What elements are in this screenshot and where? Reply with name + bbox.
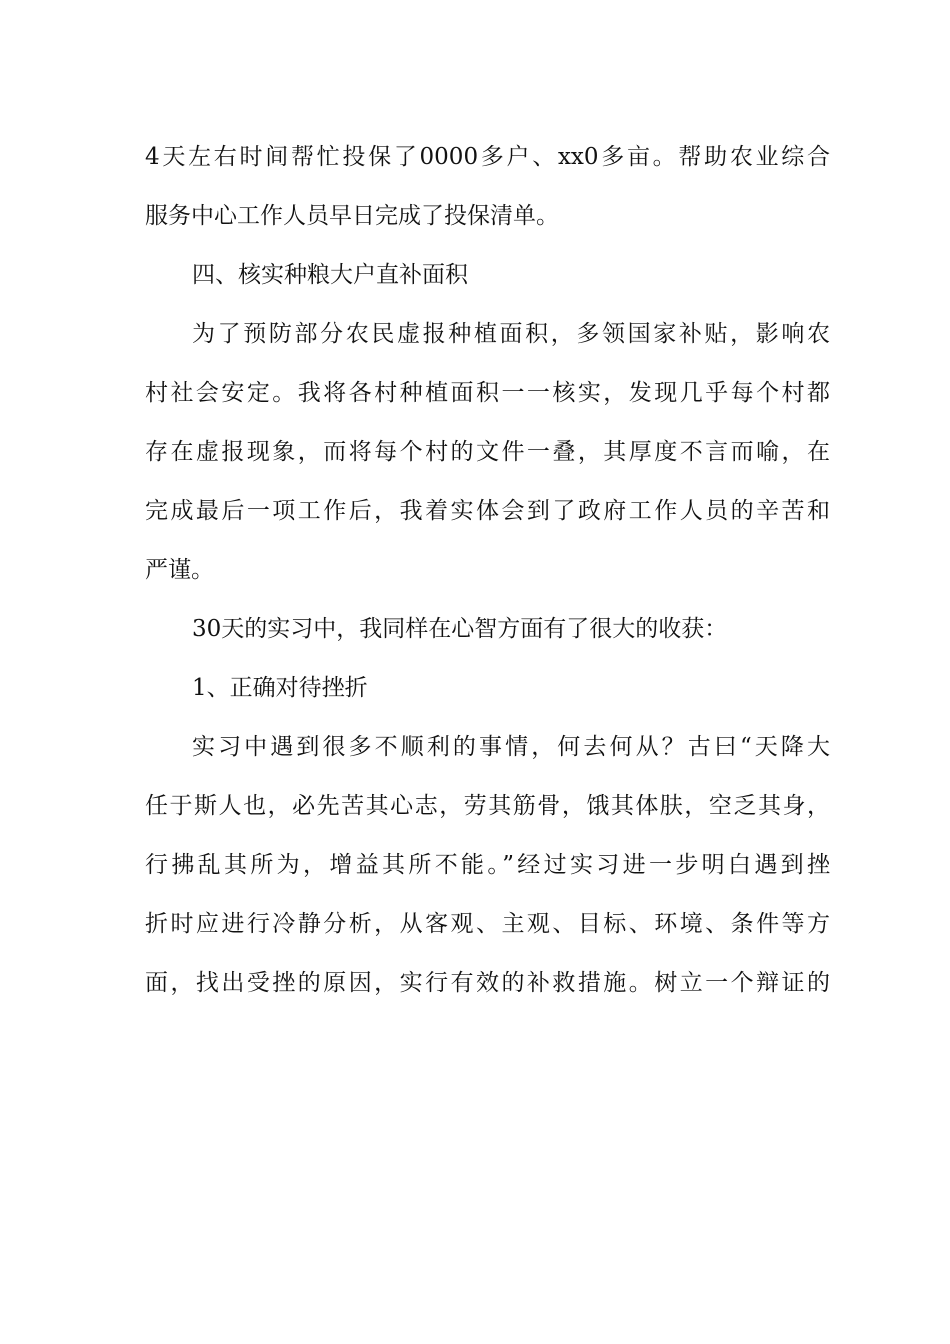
text-line-1: 4天左右时间帮忙投保了0000多户、xx0多亩。帮助农业综合 (145, 144, 830, 170)
text-line-2: 服务中心工作人员早日完成了投保清单。 (145, 203, 559, 229)
text-line-7: 完成最后一项工作后，我着实体会到了政府工作人员的辛苦和 (145, 498, 830, 524)
text-line-15: 面，找出受挫的原因，实行有效的补救措施。树立一个辩证的 (145, 970, 830, 996)
text-line-8: 严谨。 (145, 557, 214, 583)
text-line-11: 实习中遇到很多不顺利的事情，何去何从？古曰“天降大 (192, 734, 830, 760)
text-line-6: 存在虚报现象，而将每个村的文件一叠，其厚度不言而喻，在 (145, 439, 830, 465)
document-body (145, 128, 830, 1013)
text-line-4: 为了预防部分农民虚报种植面积，多领国家补贴，影响农 (192, 321, 830, 347)
text-line-14: 折时应进行冷静分析，从客观、主观、目标、环境、条件等方 (145, 911, 830, 937)
text-line-9: 30天的实习中，我同样在心智方面有了很大的收获： (192, 616, 728, 642)
subsection-heading: 1、正确对待挫折 (192, 675, 368, 701)
text-line-5: 村社会安定。我将各村种植面积一一核实，发现几乎每个村都 (145, 380, 830, 406)
text-line-12: 任于斯人也，必先苦其心志，劳其筋骨，饿其体肤，空乏其身， (145, 793, 830, 819)
text-line-13: 行拂乱其所为，增益其所不能。”经过实习进一步明白遇到挫 (145, 852, 830, 878)
section-heading: 四、核实种粮大户直补面积 (192, 262, 468, 288)
